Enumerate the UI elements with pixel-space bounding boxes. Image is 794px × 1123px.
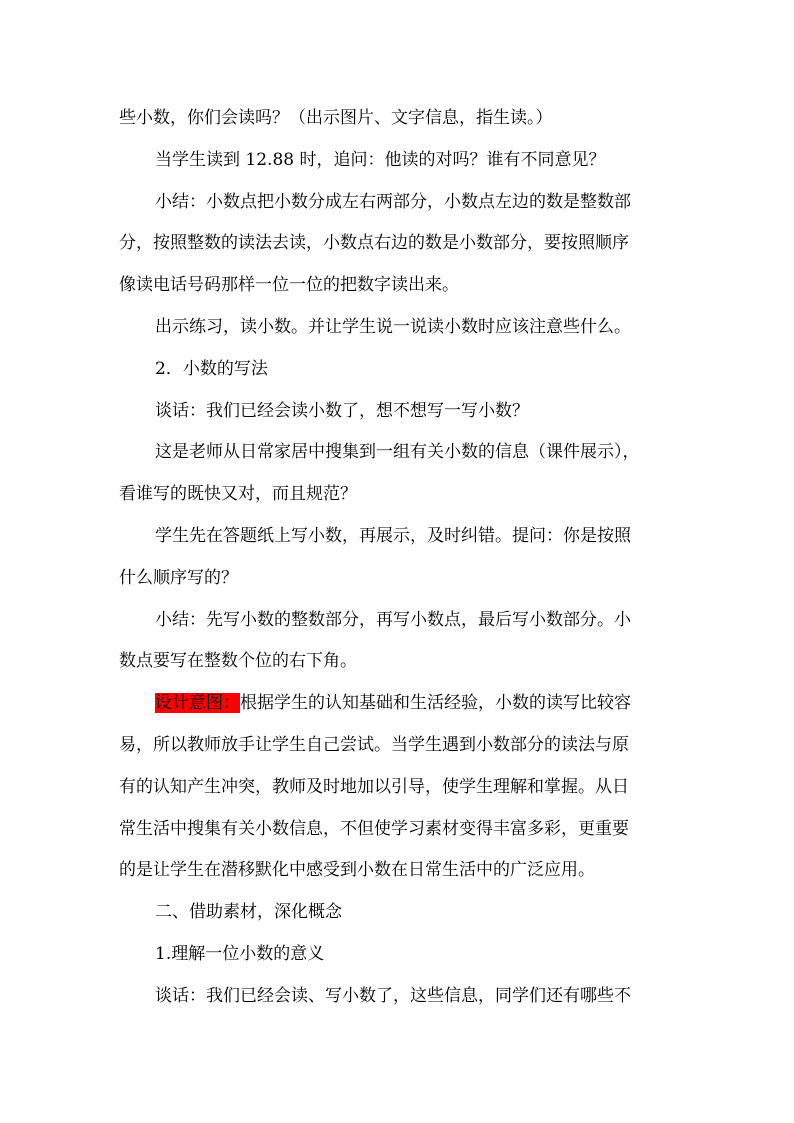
subsection-heading: [119, 934, 689, 976]
text-line: 像读电话号码那样一位一位的把数字读出来。: [119, 275, 459, 296]
text-line: 的是让学生在潜移默化中感受到小数在日常生活中的广泛应用。: [119, 860, 595, 881]
section-heading: [119, 349, 689, 391]
design-intent-label: 设计意图：: [155, 693, 240, 714]
text-line: 这是老师从日常家居中搜集到一组有关小数的信息（课件展示），: [155, 442, 640, 463]
text-line: 谈话：我们已经会读小数了，想不想写一写小数？: [155, 400, 529, 421]
text-line: 些小数，你们会读吗？（出示图片、文字信息，指生读。）: [119, 108, 553, 128]
text-line: 二、借助素材，深化概念: [155, 902, 342, 923]
text-line: 当学生读到 12.88 时，追问：他读的对吗？谁有不同意见？: [155, 149, 606, 170]
text-line: 1.理解一位小数的意义: [155, 943, 325, 964]
text-line: 2．小数的写法: [155, 358, 268, 379]
text-line: 谈话：我们已经会读、写小数了，这些信息，同学们还有哪些不: [155, 985, 631, 1006]
paragraph: [119, 307, 689, 349]
paragraph: [119, 516, 689, 600]
text-line: 学生先在答题纸上写小数，再展示，及时纠错。提问：你是按照: [155, 525, 631, 546]
text-line: 数点要写在整数个位的右下角。: [119, 651, 357, 672]
paragraph: [119, 976, 689, 1018]
text-line: 什么顺序写的？: [119, 567, 238, 588]
text-line: 小结：先写小数的整数部分，再写小数点，最后写小数部分。小: [155, 609, 631, 630]
design-intent-paragraph: [119, 683, 689, 892]
paragraph: [119, 98, 689, 140]
text-line: 看谁写的既快又对，而且规范？: [119, 484, 357, 505]
text-line: 出示练习，读小数。并让学生说一说读小数时应该注意些什么。: [155, 316, 631, 337]
text-line: 易，所以教师放手让学生自己尝试。当学生遇到小数部分的读法与原: [119, 734, 629, 755]
design-intent-text: 根据学生的认知基础和生活经验，小数的读写比较容: [240, 693, 631, 714]
paragraph: [119, 182, 689, 307]
text-line: 常生活中搜集有关小数信息，不但使学习素材变得丰富多彩，更重要: [119, 818, 629, 839]
paragraph: [119, 140, 689, 182]
section-heading: [119, 892, 689, 934]
paragraph: [119, 600, 689, 684]
paragraph: [119, 432, 689, 516]
document-body: [119, 98, 689, 1018]
text-line: 有的认知产生冲突，教师及时地加以引导，使学生理解和掌握。从日: [119, 776, 629, 797]
text-line: 小结：小数点把小数分成左右两部分，小数点左边的数是整数部: [155, 191, 631, 212]
text-line: 分，按照整数的读法去读，小数点右边的数是小数部分，要按照顺序: [119, 233, 629, 254]
paragraph: [119, 391, 689, 433]
text-line: [119, 683, 689, 725]
